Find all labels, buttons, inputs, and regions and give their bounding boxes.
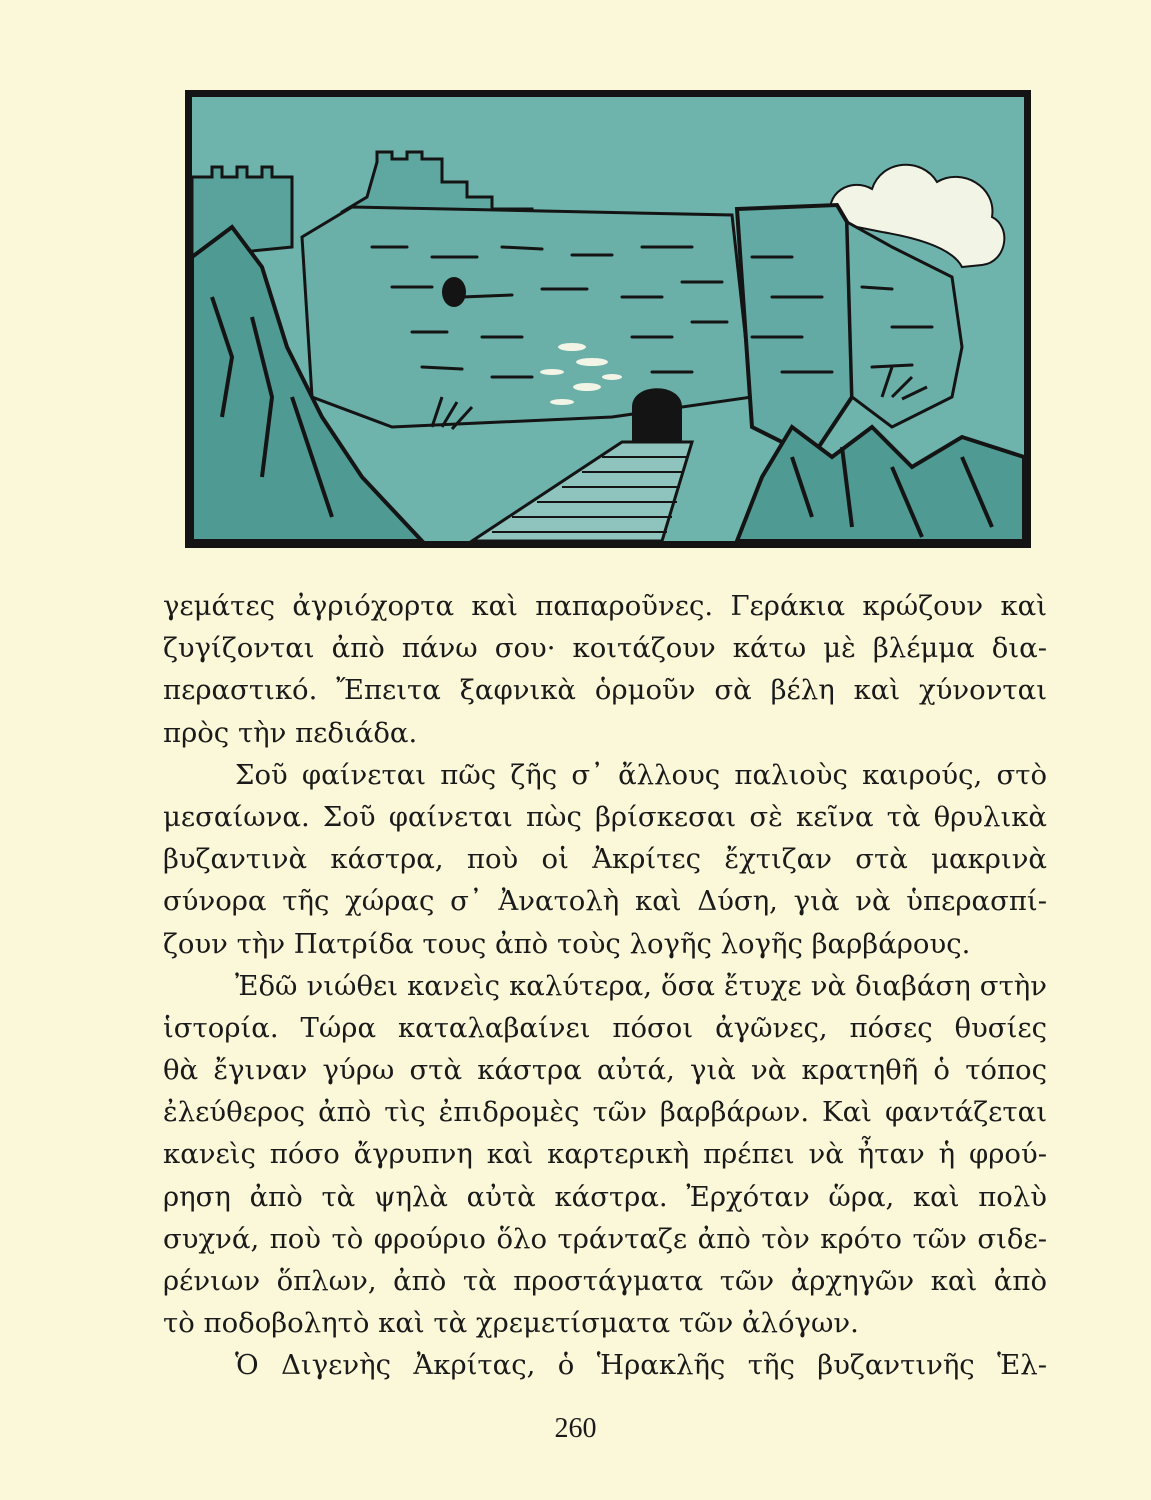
text-line: σύνορα τῆς χώρας σ᾿ Ἀνατολὴ καὶ Δύση, γιὰ νὰ ὑπερασπί- — [163, 885, 1047, 918]
text-line: γεμάτες ἀγριόχορτα καὶ παπαροῦνες. Γεράκια κρώζουν καὶ — [163, 590, 1047, 622]
text-line: τὸ ποδοβολητὸ καὶ τὰ χρεμετίσματα τῶν ἀλόγων. — [163, 1307, 859, 1340]
text-line: ρένιων ὅπλων, ἀπὸ τὰ προστάγματα τῶν ἀρχηγῶν καὶ ἀπὸ — [163, 1265, 1047, 1297]
paragraph-1 — [163, 585, 1047, 754]
text-line: Ἐδῶ νιώθει κανεὶς καλύτερα, ὅσα ἔτυχε νὰ διαβάση στὴν — [235, 969, 1047, 1002]
paragraph-2 — [163, 754, 1047, 965]
text-line: κανεὶς πόσο ἄγρυπνη καὶ καρτερικὴ πρέπει νὰ ἦταν ἡ φρού- — [163, 1138, 1047, 1171]
castle-illustration — [185, 90, 1031, 548]
text-line: ἐλεύθερος ἀπὸ τὶς ἐπιδρομὲς τῶν βαρβάρων. Καὶ φαντάζεται — [163, 1096, 1047, 1129]
page-number: 260 — [554, 1413, 597, 1444]
text-line: μεσαίωνα. Σοῦ φαίνεται πὼς βρίσκεσαι σὲ κεῖνα τὰ θρυλικὰ — [163, 800, 1047, 833]
castle-gate — [632, 388, 682, 442]
text-line: θὰ ἔγιναν γύρω στὰ κάστρα αὐτά, γιὰ νὰ κρατηθῆ ὁ τόπος — [163, 1054, 1047, 1087]
right-rocks — [737, 427, 1024, 541]
text-line: περαστικό. Ἔπειτα ξαφνικὰ ὁρμοῦν σὰ βέλη καὶ χύνονται — [163, 674, 1047, 707]
text-line: συχνά, ποὺ τὸ φρούριο ὅλο τράνταζε ἀπὸ τὸν κρότο τῶν σιδε- — [163, 1222, 1047, 1255]
main-wall — [302, 207, 752, 427]
castle-woodcut-image — [192, 97, 1024, 541]
text-line: Σοῦ φαίνεται πῶς ζῆς σ᾿ ἄλλους παλιοὺς καιρούς, στὸ — [235, 758, 1047, 791]
paragraph-4 — [163, 1344, 1047, 1386]
text-line: βυζαντινὰ κάστρα, ποὺ οἱ Ἀκρίτες ἔχτιζαν στὰ μακρινὰ — [163, 843, 1047, 876]
text-line: ρηση ἀπὸ τὰ ψηλὰ αὐτὰ κάστρα. Ἐρχόταν ὥρα, καὶ πολὺ — [163, 1180, 1047, 1213]
text-line: ζουν τὴν Πατρίδα τους ἀπὸ τοὺς λογῆς λογῆς βαρβάρους. — [163, 927, 971, 960]
castle-window — [442, 277, 466, 307]
gate-tower — [737, 205, 852, 457]
body-text — [163, 585, 1047, 1387]
text-line: ἱστορία. Τώρα καταλαβαίνει πόσοι ἀγῶνες, πόσες θυσίες — [163, 1011, 1047, 1044]
paragraph-3 — [163, 965, 1047, 1345]
text-line: ζυγίζονται ἀπὸ πάνω σου· κοιτάζουν κάτω μὲ βλέμμα δια- — [163, 632, 1047, 665]
text-line: πρὸς τὴν πεδιάδα. — [163, 716, 418, 749]
text-line: Ὁ Διγενὴς Ἀκρίτας, ὁ Ἡρακλῆς τῆς βυζαντινῆς Ἑλ- — [235, 1349, 1047, 1382]
